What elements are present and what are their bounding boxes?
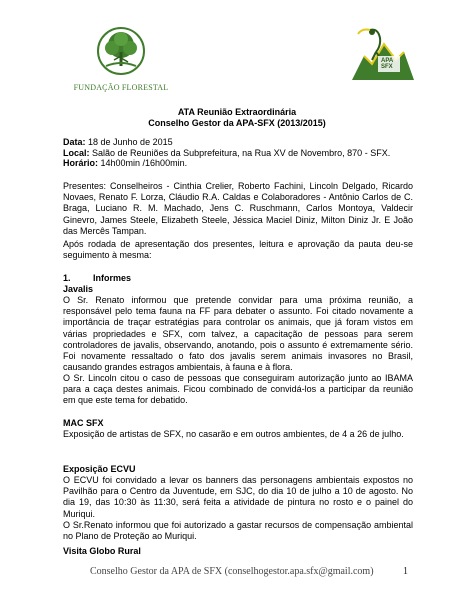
date-line — [63, 137, 413, 148]
location-value: Salão de Reuniões da Subprefeitura, na Rua XV de Novembro, 870 - SFX. — [89, 147, 391, 158]
fundacao-florestal-logo — [72, 26, 170, 92]
location-label: Local: — [63, 147, 90, 158]
location-line — [63, 148, 413, 159]
ecvu-paragraph-1: O ECVU foi convidado a levar os banners das personagens ambientais expostos no Pavilhão para o Centro da Juventude, em SJC, do dia 10 de julho a 10 de agosto. No dia 19, das 10:30 às 11:30, será feita a atividade de pintura no rosto e o painel do Muriqui. — [63, 475, 413, 519]
javalis-paragraph-2: O Sr. Lincoln citou o caso de pessoas que conseguiram autorização junto ao IBAMA para a caça destes animais. Ficou combinado de convidá-los a participar da reunião em que este tema for debatido. — [63, 373, 413, 406]
page-footer: Conselho Gestor da APA de SFX (conselhogestor.apa.sfx@gmail.com) — [90, 566, 374, 577]
title-line-2: Conselho Gestor da APA-SFX (2013/2015) — [148, 118, 326, 128]
sfx-label: SFX — [381, 64, 393, 70]
ecvu-paragraph-2: O Sr.Renato informou que foi autorizado a gastar recursos de compensação ambiental no Plano de Proteção ao Muriqui. — [63, 520, 413, 542]
mac-sfx-paragraph: Exposição de artistas de SFX, no casarão e em outros ambientes, de 4 a 26 de julho. — [63, 429, 404, 439]
document-title — [63, 107, 411, 129]
time-label: Horário: — [63, 158, 99, 169]
page-number: 1 — [403, 566, 408, 577]
section-heading-informes — [63, 273, 413, 284]
subheading-visita-globo-rural: Visita Globo Rural — [63, 546, 141, 556]
subheading-javalis: Javalis — [63, 284, 94, 294]
apa-label: APA — [381, 58, 394, 64]
meeting-meta — [63, 137, 413, 169]
apa-sfx-logo-text — [381, 58, 393, 70]
date-value: 18 de Junho de 2015 — [85, 137, 173, 147]
section-title: Informes — [93, 273, 132, 283]
agenda-paragraph: Após rodada de apresentação dos presentes, leitura e aprovação da pauta deu-se seguimento à mesma: — [63, 239, 413, 261]
date-label: Data: — [63, 137, 86, 147]
subheading-exposicao-ecvu: Exposição ECVU — [63, 464, 136, 474]
subheading-mac-sfx: MAC SFX — [63, 418, 104, 428]
section-number: 1. — [63, 273, 71, 283]
time-value: 14h00min /16h00min. — [98, 158, 188, 169]
monkey-mountain-icon — [350, 26, 416, 82]
apa-sfx-logo — [350, 26, 416, 82]
title-line-1: ATA Reunião Extraordinária — [177, 107, 297, 117]
logo-caption: FUNDAÇÃO FLORESTAL — [73, 83, 169, 92]
javalis-paragraph-1: O Sr. Renato informou que pretende convidar para uma próxima reunião, a responsável pelo tema fauna na FF para debater o assunto. Foi citado novamente a importância de traçar estratégias para controlar os animais, que já foram vistos em várias propriedades e SFX, com talvez, a capacitação de pessoas para serem controladores de javalis, observando, anotando, pois o assunto é extremamente sério. Foi novamente ressaltado o fato dos javalis serem animais invasores no Brasil, causando grandes estragos ambientais, à fauna e à flora. — [63, 295, 413, 373]
attendees-paragraph: Presentes: Conselheiros - Cinthia Crelier, Roberto Fachini, Lincoln Delgado, Ricardo Novaes, Renato F. Lorza, Cláudio R.A. Caldas e Colaboradores - Antônio Carlos de C. Braga, Luciano R. M. Machado, Jens C. Ruschmann, Carlos Montoya, Valdecir Ginevro, James Steele, Elizabeth Steele, Jéssica Maciel Diniz, Milton Diniz Jr. E João das Mercês Tampan. — [63, 181, 413, 236]
time-line — [63, 158, 413, 169]
tree-icon — [96, 26, 146, 76]
